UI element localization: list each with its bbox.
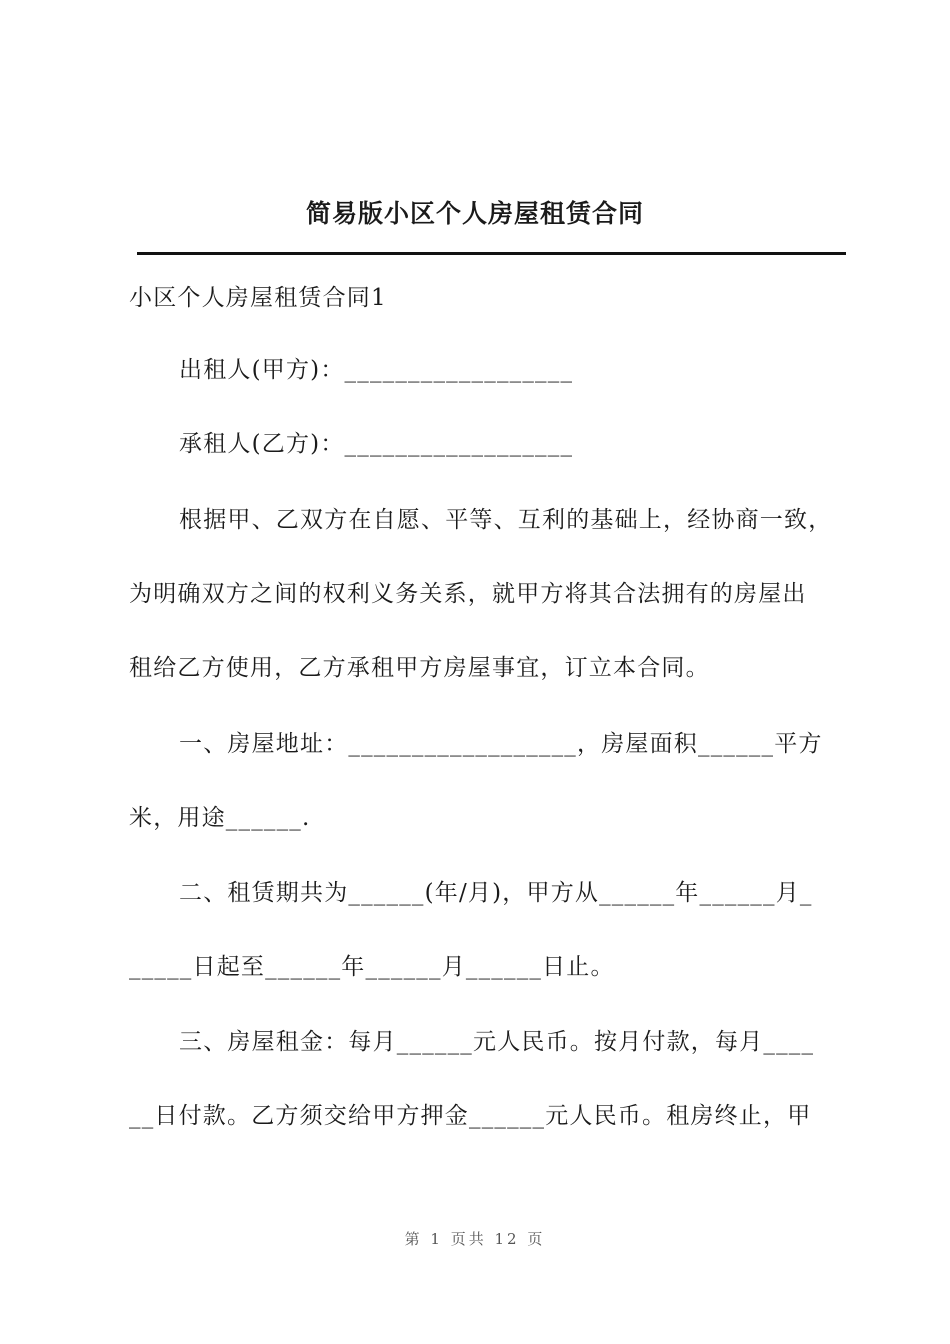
clause-term-line: 二、租赁期共为______(年/月)，甲方从______年______月_	[179, 880, 813, 906]
section-heading: 小区个人房屋租赁合同1	[129, 285, 387, 311]
clause-rent-line: 三、房屋租金：每月______元人民币。按月付款，每月____	[179, 1029, 815, 1055]
paragraph-line: 根据甲、乙双方在自愿、平等、互利的基础上，经协商一致，	[179, 507, 833, 533]
clause-rent-line: __日付款。乙方须交给甲方押金______元人民币。租房终止，甲	[129, 1103, 812, 1129]
clause-term-line: _____日起至______年______月______日止。	[129, 954, 615, 980]
title-underline	[137, 252, 846, 255]
paragraph-line: 租给乙方使用，乙方承租甲方房屋事宜，订立本合同。	[129, 655, 710, 681]
page-number: 第 1 页共 12 页	[404, 1230, 546, 1248]
paragraph-line: 为明确双方之间的权利义务关系，就甲方将其合法拥有的房屋出	[129, 581, 807, 607]
clause-address-line: 米，用途______.	[129, 805, 311, 831]
lessee-line: 承租人(乙方)：__________________	[179, 431, 574, 457]
lessor-line: 出租人(甲方)：__________________	[179, 357, 574, 383]
document-title: 简易版小区个人房屋租赁合同	[305, 199, 644, 228]
clause-address-line: 一、房屋地址：__________________，房屋面积______平方	[179, 731, 823, 757]
